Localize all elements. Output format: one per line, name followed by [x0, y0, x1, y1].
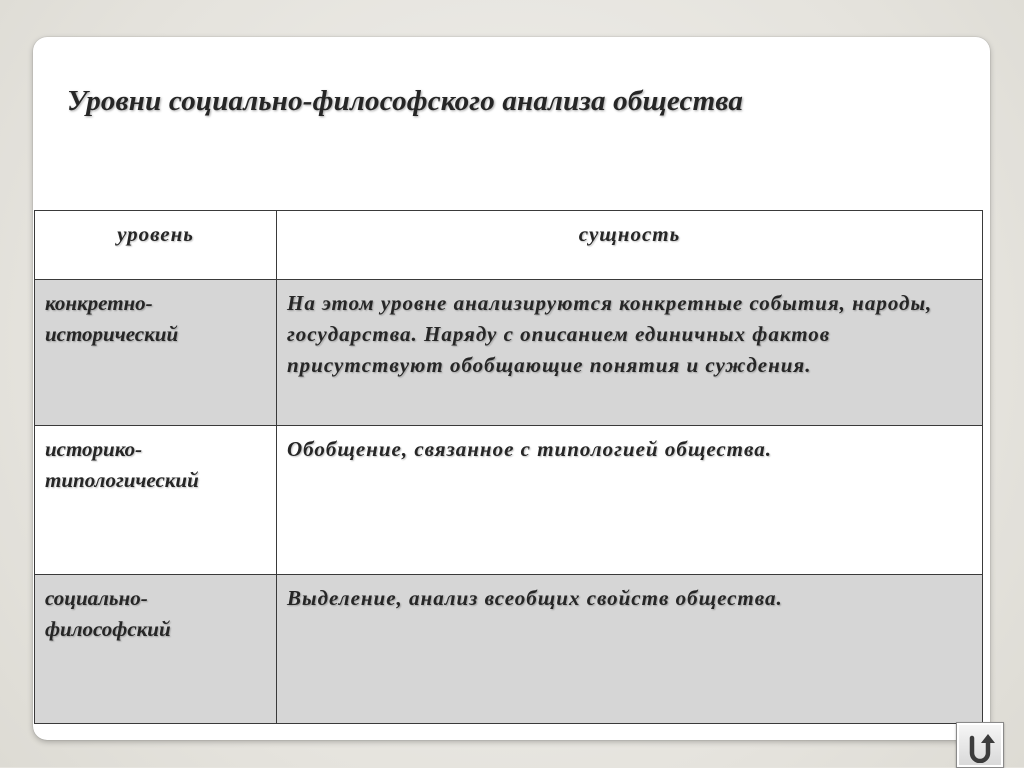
return-button[interactable] [956, 722, 1004, 768]
table-header-row [35, 211, 983, 280]
table-row [35, 426, 983, 575]
slide-panel [33, 37, 990, 740]
level-cell: социально-философский [35, 575, 277, 724]
level-cell: историко-типологический [35, 426, 277, 575]
u-turn-return-icon [964, 729, 998, 763]
levels-table [34, 210, 983, 724]
header-level: уровень [35, 211, 277, 280]
table-row [35, 575, 983, 724]
table-row [35, 280, 983, 426]
slide-title: Уровни социально-философского анализа общества [67, 85, 744, 117]
header-essence: сущность [277, 211, 983, 280]
level-cell: конкретно-исторический [35, 280, 277, 426]
essence-cell: На этом уровне анализируются конкретные события, народы, государства. Наряду с описанием единичных фактов присутствуют обобщающие понятия и суждения. [277, 280, 983, 426]
essence-cell: Выделение, анализ всеобщих свойств общества. [277, 575, 983, 724]
essence-cell: Обобщение, связанное с типологией общества. [277, 426, 983, 575]
